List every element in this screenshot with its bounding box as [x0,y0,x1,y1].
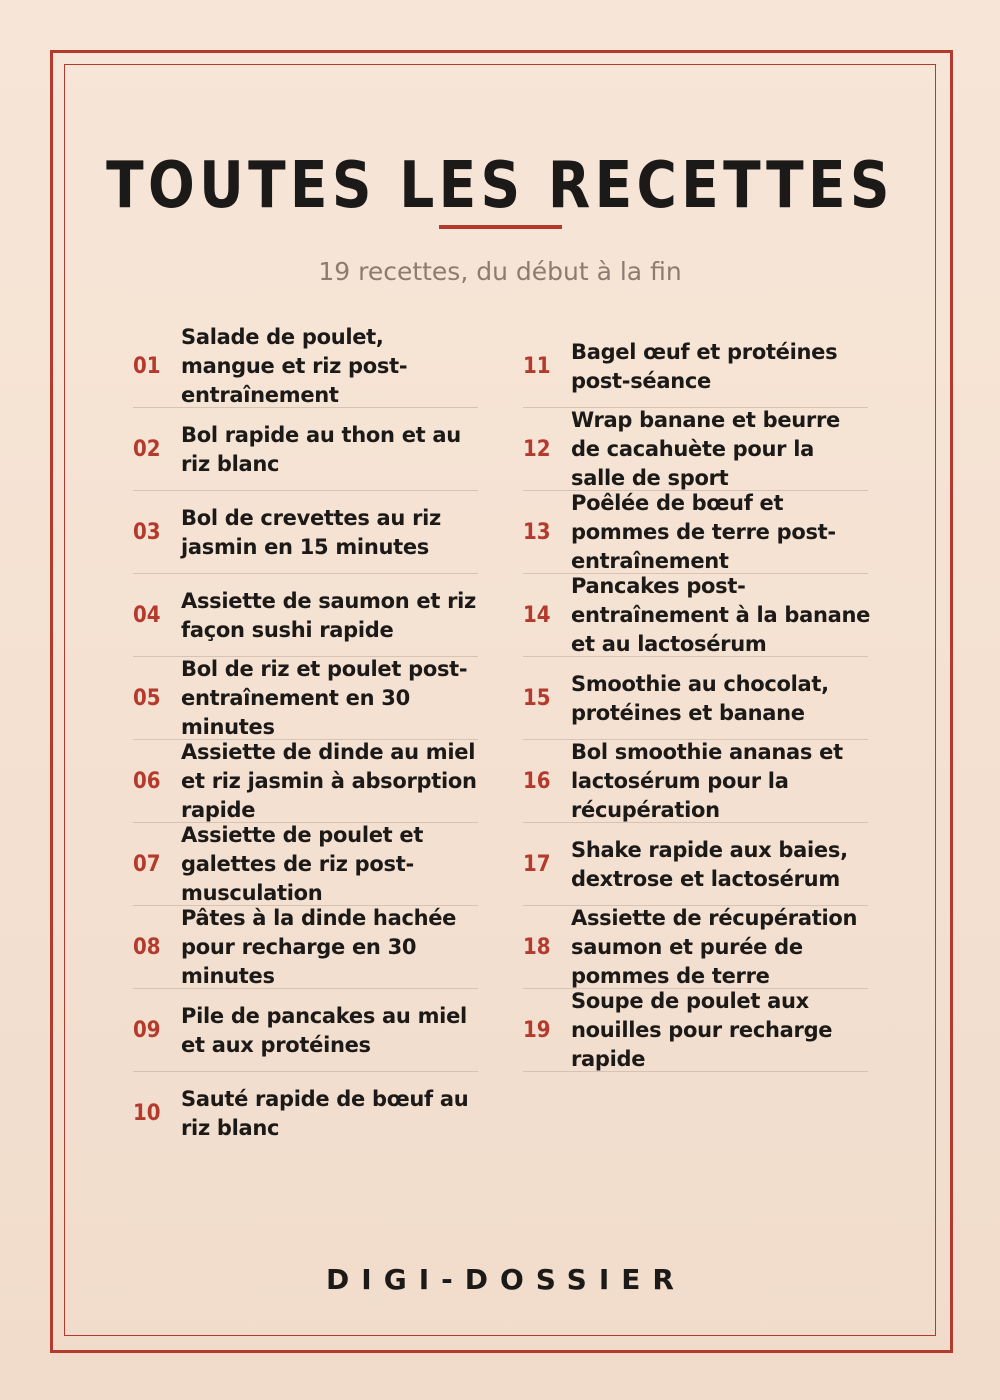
recipe-name [181,740,481,823]
recipe-name-text: Bol rapide au thon et au riz blanc [181,422,461,476]
recipe-item [133,740,478,823]
recipe-item [133,574,478,657]
recipe-name-text: Shake rapide aux baies, dextrose et lactosérum [571,837,848,891]
recipe-item [133,906,478,989]
recipe-name-text: Bagel œuf et protéines post-séance [571,339,838,393]
recipe-number: 04 [133,603,161,628]
page-subtitle: 19 recettes, du début à la fin [318,257,682,286]
recipe-name [181,989,481,1072]
recipe-name [571,491,871,574]
recipe-item [523,823,868,906]
recipe-item [523,325,868,408]
recipe-name [181,491,481,574]
recipe-name [181,1072,481,1155]
recipe-name-text: Soupe de poulet aux nouilles pour recharge rapide [571,989,833,1071]
recipe-list-right [523,325,871,1072]
recipe-name [181,574,481,657]
recipe-item [523,408,868,491]
recipe-item [523,574,871,657]
recipe-number: 13 [523,520,551,545]
recipe-name-text: Assiette de saumon et riz façon sushi rapide [181,588,476,642]
recipe-number: 16 [523,769,551,794]
recipe-name [571,823,871,906]
recipe-number: 18 [523,935,551,960]
recipe-name-text: Assiette de récupération saumon et purée de pommes de terre [571,906,858,988]
recipe-item [133,657,478,740]
recipe-number: 14 [523,603,551,628]
recipe-list-left [133,325,478,1155]
recipe-name-text: Smoothie au chocolat, protéines et banane [571,671,829,725]
recipe-number: 15 [523,686,551,711]
recipe-item [133,325,478,408]
recipe-item [133,491,478,574]
recipe-name [571,574,871,657]
recipe-number: 01 [133,354,161,379]
recipe-number: 06 [133,769,161,794]
recipe-item [133,823,478,906]
title-underline [439,225,562,229]
recipe-number: 02 [133,437,161,462]
recipe-name [181,325,481,408]
recipe-number: 10 [133,1101,161,1126]
recipe-name [571,657,871,740]
recipe-name-text: Assiette de poulet et galettes de riz post-musculation [181,823,424,905]
recipe-item [523,989,868,1072]
recipe-name-text: Assiette de dinde au miel et riz jasmin à absorption rapide [181,740,477,822]
recipe-item [133,408,478,491]
recipe-name-text: Bol de crevettes au riz jasmin en 15 minutes [181,505,441,559]
recipe-name-text: Wrap banane et beurre de cacahuète pour la salle de sport [571,408,840,490]
footer-brand: DIGI-DOSSIER [326,1263,686,1296]
recipe-number: 09 [133,1018,161,1043]
page-title: TOUTES LES RECETTES [106,149,894,223]
recipe-name-text: Pancakes post-entraînement à la banane et au lactosérum [571,574,871,656]
recipe-item [523,740,868,823]
recipe-name [181,823,481,906]
recipe-number: 05 [133,686,161,711]
recipe-number: 08 [133,935,161,960]
recipe-name-text: Salade de poulet, mangue et riz post-entraînement [181,325,408,407]
recipe-name [571,325,871,408]
recipe-name-text: Sauté rapide de bœuf au riz blanc [181,1086,469,1140]
recipe-number: 19 [523,1018,551,1043]
recipe-number: 12 [523,437,551,462]
recipe-name-text: Pâtes à la dinde hachée pour recharge en 30 minutes [181,906,457,988]
recipe-number: 17 [523,852,551,877]
recipe-name-text: Bol smoothie ananas et lactosérum pour la récupération [571,740,843,822]
recipe-name [571,408,871,491]
recipe-name-text: Poêlée de bœuf et pommes de terre post-entraînement [571,491,836,573]
recipe-name-text: Bol de riz et poulet post-entraînement en 30 minutes [181,657,468,739]
recipe-number: 11 [523,354,551,379]
recipe-name [571,906,871,989]
recipe-number: 03 [133,520,161,545]
recipe-name [181,408,481,491]
recipe-name [571,989,871,1072]
recipe-item [133,1072,478,1155]
recipe-item [523,657,868,740]
recipe-number: 07 [133,852,161,877]
recipe-item [133,989,478,1072]
recipe-name-text: Pile de pancakes au miel et aux protéines [181,1003,467,1057]
recipe-name [571,740,871,823]
recipe-item [523,906,868,989]
recipe-name [181,906,481,989]
recipe-item [523,491,868,574]
recipe-name [181,657,481,740]
